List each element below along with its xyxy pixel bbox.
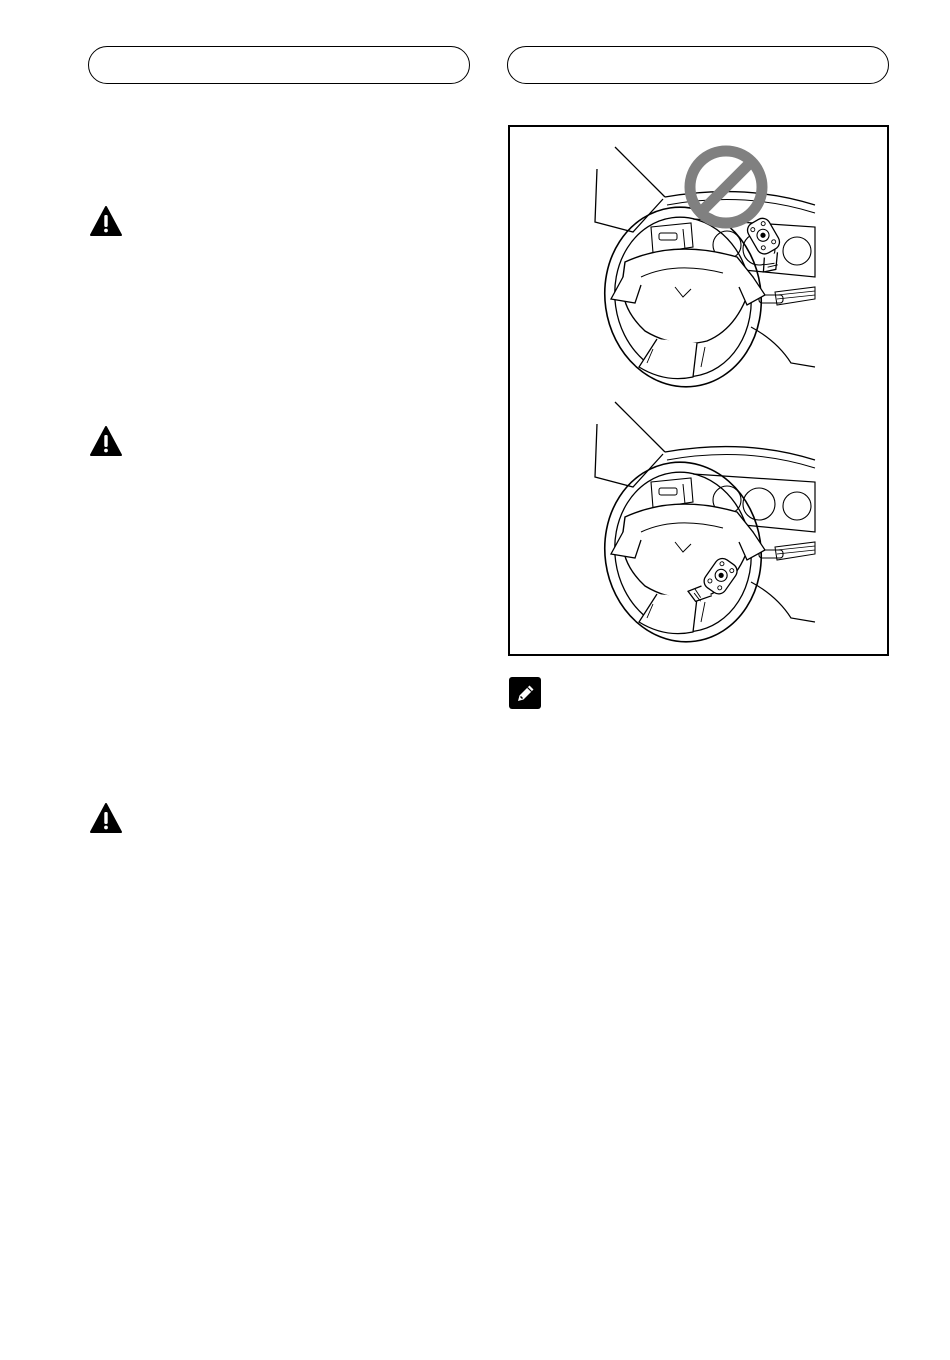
incorrect-mount-panel bbox=[593, 147, 815, 397]
steering-wheel-illustration bbox=[510, 127, 887, 654]
section-header-left bbox=[88, 46, 470, 84]
note-pencil-icon bbox=[508, 676, 542, 710]
warning-triangle-icon bbox=[89, 205, 123, 237]
correct-mount-panel bbox=[593, 402, 815, 652]
prohibited-icon bbox=[690, 151, 762, 223]
steering-wheel-figure bbox=[508, 125, 889, 656]
section-header-right bbox=[507, 46, 889, 84]
warning-triangle-icon bbox=[89, 425, 123, 457]
warning-triangle-icon bbox=[89, 802, 123, 834]
